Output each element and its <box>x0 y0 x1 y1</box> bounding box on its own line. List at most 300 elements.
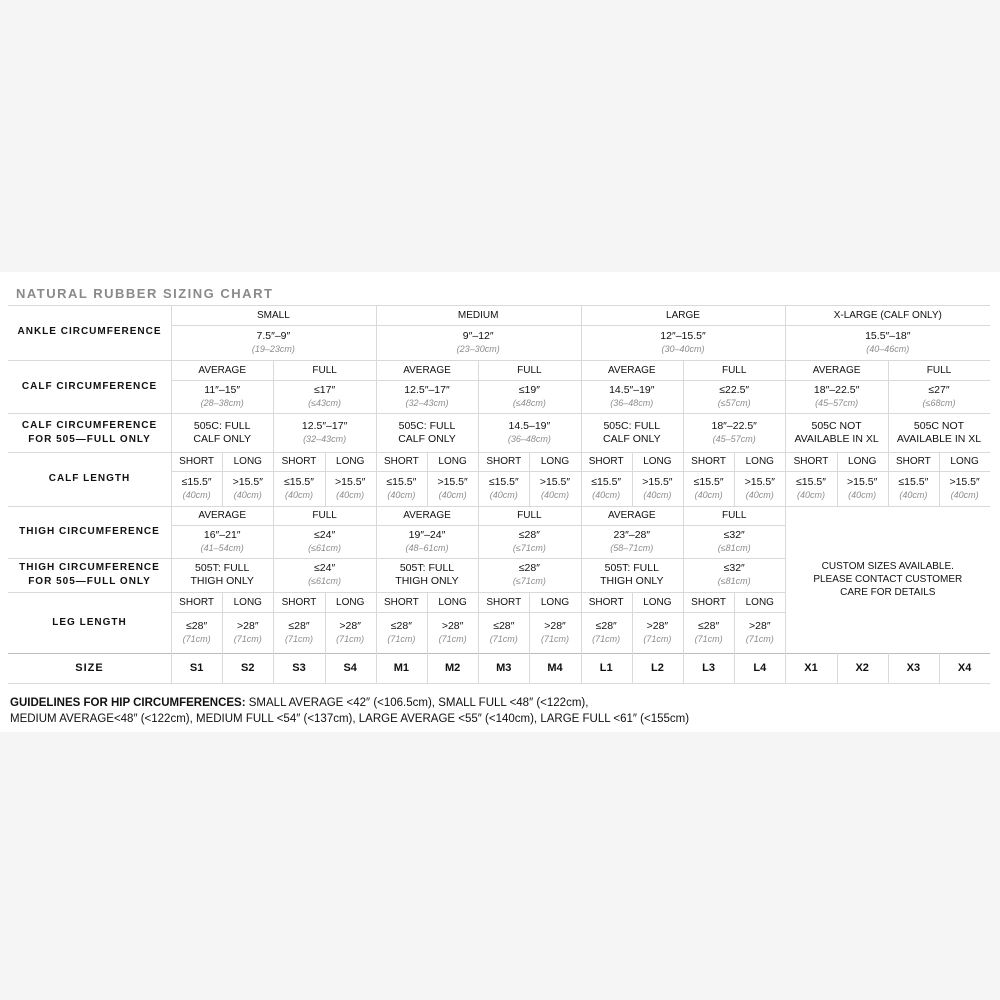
thigh-cell-metric: (58–71cm) <box>610 542 654 553</box>
column-divider <box>273 592 274 653</box>
fit-header <box>478 360 580 380</box>
length-name: SHORT <box>895 456 931 467</box>
column-divider <box>273 360 274 452</box>
size-group-name: X-LARGE (CALF ONLY) <box>833 309 942 321</box>
calf-length-cell-metric: (40cm) <box>643 489 672 500</box>
calf-length-cell-metric: (40cm) <box>950 489 979 500</box>
fit-header <box>683 360 785 380</box>
ankle-cell-value: 9″–12″ <box>462 329 494 342</box>
column-divider <box>683 452 684 506</box>
label-calf-505-line: CALF CIRCUMFERENCE <box>21 419 158 431</box>
column-divider <box>171 305 172 683</box>
calf-cell-metric: (32–43cm) <box>405 397 449 408</box>
calf-505-cell-value: CALF ONLY <box>193 432 251 445</box>
size-code-text: S3 <box>292 661 306 674</box>
calf-cell-metric: (45–57cm) <box>815 397 859 408</box>
length-name: SHORT <box>179 596 214 608</box>
thigh-505-cell-value: THIGH ONLY <box>190 575 254 587</box>
label-ankle-circumference <box>8 305 171 360</box>
label-calf-505-line: FOR 505—FULL ONLY <box>28 433 151 445</box>
leg-length-cell <box>529 612 580 653</box>
calf-cell-value: ≤22.5″ <box>719 383 750 396</box>
calf-length-cell <box>837 471 888 506</box>
length-header <box>734 592 785 612</box>
thigh-505-cell <box>478 558 580 592</box>
column-divider <box>325 653 326 683</box>
calf-505-cell-metric: (32–43cm) <box>303 433 347 444</box>
thigh-cell <box>273 525 375 558</box>
thigh-505-cell-value: ≤28″ <box>518 562 540 574</box>
length-name: LONG <box>643 596 672 608</box>
calf-cell-value: ≤17″ <box>314 383 336 396</box>
leg-length-cell-metric: (71cm) <box>592 633 621 644</box>
length-header <box>581 452 632 471</box>
thigh-505-cell-value: 505T: FULL <box>195 562 250 574</box>
label-leg-length-text: LEG LENGTH <box>52 616 127 628</box>
calf-length-cell-value: >15.5″ <box>949 475 980 488</box>
calf-505-cell-value: AVAILABLE IN XL <box>896 432 982 445</box>
leg-length-cell-value: >28″ <box>237 619 259 632</box>
calf-cell-metric: (≤57cm) <box>717 397 751 408</box>
column-divider <box>478 592 479 653</box>
row-divider <box>8 592 785 593</box>
fit-name: FULL <box>721 510 747 521</box>
row-divider <box>8 360 990 361</box>
size-code <box>273 653 324 683</box>
ankle-cell <box>376 325 581 360</box>
leg-length-cell-metric: (71cm) <box>387 633 416 644</box>
calf-cell-metric: (≤48cm) <box>512 397 546 408</box>
calf-505-cell-value: 505C NOT <box>811 419 862 432</box>
thigh-cell <box>683 525 785 558</box>
calf-cell <box>376 380 478 413</box>
column-divider <box>632 452 633 506</box>
calf-cell <box>683 380 785 413</box>
calf-cell-metric: (≤68cm) <box>922 397 956 408</box>
fit-name: FULL <box>517 510 542 521</box>
thigh-cell <box>581 525 683 558</box>
calf-505-cell-value: 18″–22.5″ <box>711 419 757 432</box>
length-name: LONG <box>336 456 365 467</box>
length-header <box>273 452 324 471</box>
label-size-text: SIZE <box>75 662 104 674</box>
column-divider <box>837 653 838 683</box>
length-header <box>529 592 580 612</box>
calf-length-cell-value: >15.5″ <box>437 475 468 488</box>
thigh-505-cell-value: ≤32″ <box>723 562 745 574</box>
hip-guidelines <box>10 695 990 727</box>
row-divider <box>8 506 990 507</box>
leg-length-cell <box>222 612 273 653</box>
fit-name: FULL <box>926 364 952 376</box>
calf-length-cell-metric: (40cm) <box>284 489 313 500</box>
size-code-text: X3 <box>906 661 921 674</box>
leg-length-cell <box>273 612 324 653</box>
calf-length-cell-metric: (40cm) <box>796 489 825 500</box>
calf-length-cell <box>581 471 632 506</box>
length-name: SHORT <box>281 456 317 467</box>
column-divider <box>683 506 684 592</box>
label-size <box>8 653 171 683</box>
leg-length-cell-value: ≤28″ <box>288 619 310 632</box>
thigh-cell-metric: (≤61cm) <box>308 542 342 553</box>
thigh-505-cell-value: 505T: FULL <box>399 562 455 574</box>
label-thigh-circumference-text: THIGH CIRCUMFERENCE <box>19 526 160 537</box>
calf-length-cell <box>171 471 222 506</box>
thigh-505-cell-value: 505T: FULL <box>604 562 659 574</box>
leg-length-cell-metric: (71cm) <box>643 633 672 644</box>
leg-length-cell <box>427 612 478 653</box>
thigh-505-cell-metric: (≤81cm) <box>717 576 751 586</box>
leg-length-cell-metric: (71cm) <box>489 633 518 644</box>
calf-length-cell-value: ≤15.5″ <box>386 475 417 488</box>
length-name: SHORT <box>383 456 419 467</box>
length-header <box>376 592 427 612</box>
label-calf-length-text: CALF LENGTH <box>48 473 131 484</box>
column-divider <box>785 305 786 683</box>
calf-length-cell <box>683 471 734 506</box>
fit-name: FULL <box>517 364 542 376</box>
calf-505-cell-value: AVAILABLE IN XL <box>794 432 879 445</box>
size-group-name: SMALL <box>257 309 290 321</box>
length-name: SHORT <box>486 596 522 608</box>
label-thigh-505-line: THIGH CIRCUMFERENCE <box>19 562 160 573</box>
size-code <box>325 653 376 683</box>
calf-length-cell-value: >15.5″ <box>232 475 263 488</box>
fit-header <box>785 360 887 380</box>
calf-cell <box>785 380 887 413</box>
thigh-505-cell-metric: (≤71cm) <box>512 576 546 586</box>
calf-length-cell-value: >15.5″ <box>539 475 571 488</box>
thigh-505-cell <box>273 558 375 592</box>
column-divider <box>632 592 633 653</box>
calf-length-cell <box>325 471 376 506</box>
leg-length-cell-value: >28″ <box>646 619 669 632</box>
column-divider <box>478 452 479 506</box>
length-header <box>632 452 683 471</box>
label-calf-circumference <box>8 360 171 413</box>
leg-length-cell <box>632 612 683 653</box>
size-group-header <box>785 305 990 325</box>
fit-header <box>581 506 683 525</box>
length-name: LONG <box>848 456 877 467</box>
calf-length-cell <box>376 471 427 506</box>
calf-length-cell-value: >15.5″ <box>744 475 775 488</box>
size-group-header <box>376 305 581 325</box>
leg-length-cell-value: >28″ <box>749 619 771 632</box>
size-code <box>632 653 683 683</box>
calf-cell-value: 11″–15″ <box>204 383 241 396</box>
calf-cell-value: 12.5″–17″ <box>404 383 450 396</box>
length-name: LONG <box>643 456 672 467</box>
column-divider <box>478 360 479 452</box>
column-divider <box>222 653 223 683</box>
length-name: LONG <box>745 456 774 467</box>
column-divider <box>478 653 479 683</box>
column-divider <box>888 360 889 452</box>
calf-505-cell <box>171 413 273 452</box>
custom-note-line: PLEASE CONTACT CUSTOMER <box>813 574 963 585</box>
length-name: LONG <box>233 596 262 608</box>
calf-length-cell-metric: (40cm) <box>899 489 928 500</box>
size-code <box>581 653 632 683</box>
label-leg-length <box>8 592 171 653</box>
calf-cell-value: 14.5″–19″ <box>609 383 655 396</box>
size-code-text: L2 <box>650 661 664 674</box>
ankle-cell <box>785 325 990 360</box>
length-header <box>325 592 376 612</box>
length-header <box>888 452 939 471</box>
size-code-text: S2 <box>241 661 255 674</box>
column-divider <box>939 452 940 506</box>
column-divider <box>734 452 735 506</box>
length-name: LONG <box>336 596 365 608</box>
length-header <box>683 592 734 612</box>
calf-cell <box>478 380 580 413</box>
size-code-text: M1 <box>393 661 410 674</box>
fit-header <box>171 506 273 525</box>
calf-505-cell-metric: (45–57cm) <box>712 433 756 444</box>
calf-length-cell <box>785 471 836 506</box>
leg-length-cell <box>171 612 222 653</box>
length-name: LONG <box>438 596 467 608</box>
column-divider <box>939 653 940 683</box>
label-thigh-505 <box>8 558 171 592</box>
length-header <box>478 592 529 612</box>
calf-length-cell-metric: (40cm) <box>540 489 569 500</box>
thigh-cell-value: ≤24″ <box>314 528 336 541</box>
label-calf-length <box>8 452 171 506</box>
guidelines-heading: GUIDELINES FOR HIP CIRCUMFERENCES: <box>10 697 246 709</box>
calf-length-cell-value: ≤15.5″ <box>591 475 622 488</box>
leg-length-cell-metric: (71cm) <box>284 633 313 644</box>
length-name: LONG <box>950 456 979 467</box>
leg-length-cell <box>683 612 734 653</box>
fit-name: AVERAGE <box>198 510 246 521</box>
column-divider <box>478 506 479 592</box>
fit-name: AVERAGE <box>198 364 246 376</box>
size-code <box>785 653 836 683</box>
thigh-cell-value: 23″–28″ <box>613 528 651 541</box>
length-header <box>939 452 990 471</box>
length-name: SHORT <box>793 456 829 467</box>
column-divider <box>529 653 530 683</box>
size-code-text: L1 <box>599 661 613 674</box>
thigh-505-cell <box>581 558 683 592</box>
length-header <box>171 592 222 612</box>
column-divider <box>222 592 223 653</box>
column-divider <box>837 452 838 506</box>
calf-505-cell-value: 505C: FULL <box>398 419 456 432</box>
chart-title: NATURAL RUBBER SIZING CHART <box>16 286 274 301</box>
calf-length-cell-value: ≤15.5″ <box>181 475 212 488</box>
size-code-text: L3 <box>702 661 716 674</box>
custom-note-line: CUSTOM SIZES AVAILABLE. <box>821 561 954 572</box>
leg-length-cell-value: >28″ <box>441 619 464 632</box>
size-code <box>171 653 222 683</box>
length-name: LONG <box>233 456 262 467</box>
calf-length-cell <box>273 471 324 506</box>
thigh-505-cell <box>683 558 785 592</box>
column-divider <box>888 452 889 506</box>
fit-name: AVERAGE <box>812 364 861 376</box>
column-divider <box>529 452 530 506</box>
fit-name: AVERAGE <box>403 364 451 376</box>
ankle-cell-value: 7.5″–9″ <box>256 329 291 342</box>
calf-length-cell <box>222 471 273 506</box>
calf-505-cell <box>683 413 785 452</box>
guidelines-line-1: SMALL AVERAGE <42″ (<106.5cm), SMALL FULL <48″ (<122cm), <box>245 697 589 709</box>
leg-length-cell-metric: (71cm) <box>336 633 365 644</box>
calf-length-cell <box>734 471 785 506</box>
size-code-text: M2 <box>444 661 461 674</box>
calf-length-cell-metric: (40cm) <box>233 489 262 500</box>
calf-length-cell-metric: (40cm) <box>592 489 621 500</box>
calf-length-cell-metric: (40cm) <box>387 489 416 500</box>
size-code-text: X2 <box>855 661 869 674</box>
calf-cell-value: ≤27″ <box>928 383 950 396</box>
row-divider <box>8 305 990 306</box>
length-header <box>427 592 478 612</box>
leg-length-cell-value: >28″ <box>339 619 361 632</box>
ankle-cell-metric: (23–30cm) <box>456 343 500 354</box>
calf-505-cell-value: 12.5″–17″ <box>301 419 348 432</box>
thigh-cell-metric: (41–54cm) <box>200 542 244 553</box>
leg-length-cell-value: ≤28″ <box>186 619 208 632</box>
calf-505-cell <box>376 413 478 452</box>
column-divider <box>683 592 684 653</box>
calf-cell-metric: (≤43cm) <box>308 397 342 408</box>
thigh-cell-metric: (≤81cm) <box>717 542 751 553</box>
size-code-text: L4 <box>753 661 767 674</box>
label-thigh-circumference <box>8 506 171 558</box>
calf-505-cell-value: 505C NOT <box>913 419 965 432</box>
label-calf-505 <box>8 413 171 452</box>
calf-length-cell-value: ≤15.5″ <box>898 475 929 488</box>
thigh-505-cell-value: ≤24″ <box>314 562 336 574</box>
calf-cell-value: 18″–22.5″ <box>813 383 860 396</box>
calf-length-cell-value: >15.5″ <box>847 475 878 488</box>
size-code-text: X4 <box>957 661 972 674</box>
leg-length-cell <box>376 612 427 653</box>
calf-505-cell <box>273 413 375 452</box>
calf-cell <box>581 380 683 413</box>
column-divider <box>734 653 735 683</box>
calf-cell <box>171 380 273 413</box>
calf-505-cell <box>478 413 580 452</box>
calf-length-cell <box>632 471 683 506</box>
calf-505-cell <box>888 413 990 452</box>
leg-length-cell <box>325 612 376 653</box>
ankle-cell <box>171 325 376 360</box>
column-divider <box>581 305 582 683</box>
row-divider <box>8 452 990 453</box>
thigh-cell <box>376 525 478 558</box>
calf-length-cell-metric: (40cm) <box>745 489 774 500</box>
leg-length-cell <box>478 612 529 653</box>
length-header <box>837 452 888 471</box>
column-divider <box>888 653 889 683</box>
ankle-cell-value: 15.5″–18″ <box>865 329 911 342</box>
size-group-name: LARGE <box>666 309 700 321</box>
size-code <box>427 653 478 683</box>
calf-length-cell-value: >15.5″ <box>335 475 366 488</box>
calf-length-cell-metric: (40cm) <box>438 489 467 500</box>
fit-header <box>478 506 580 525</box>
leg-length-cell-metric: (71cm) <box>182 633 211 644</box>
calf-505-cell-value: CALF ONLY <box>603 432 661 445</box>
fit-name: FULL <box>312 364 337 376</box>
length-name: LONG <box>540 596 570 608</box>
length-name: SHORT <box>691 456 726 467</box>
calf-length-cell-value: >15.5″ <box>642 475 673 488</box>
calf-length-cell-metric: (40cm) <box>182 489 211 500</box>
length-name: SHORT <box>383 596 419 608</box>
thigh-cell-value: 16″–21″ <box>203 528 241 541</box>
calf-length-cell-value: ≤15.5″ <box>693 475 724 488</box>
fit-name: FULL <box>721 364 747 376</box>
length-header <box>427 452 478 471</box>
calf-505-cell-metric: (36–48cm) <box>507 433 551 444</box>
calf-length-cell-metric: (40cm) <box>336 489 365 500</box>
ankle-cell-metric: (30–40cm) <box>661 343 705 354</box>
size-code <box>837 653 888 683</box>
size-group-name: MEDIUM <box>457 309 499 321</box>
fit-header <box>581 360 683 380</box>
calf-cell-value: ≤19″ <box>518 383 540 396</box>
length-header <box>171 452 222 471</box>
size-code <box>939 653 990 683</box>
row-divider <box>8 653 990 654</box>
column-divider <box>683 653 684 683</box>
length-header <box>683 452 734 471</box>
thigh-cell <box>478 525 580 558</box>
length-name: SHORT <box>281 596 317 608</box>
calf-length-cell <box>529 471 580 506</box>
size-code-text: X1 <box>804 661 818 674</box>
fit-name: AVERAGE <box>607 510 656 521</box>
ankle-cell-value: 12″–15.5″ <box>660 329 706 342</box>
sizing-chart-sheet <box>0 272 1000 732</box>
calf-length-cell-value: ≤15.5″ <box>796 475 826 488</box>
calf-505-cell <box>785 413 887 452</box>
ankle-cell-metric: (19–23cm) <box>251 343 295 354</box>
size-code <box>683 653 734 683</box>
calf-length-cell <box>939 471 990 506</box>
custom-note-line: CARE FOR DETAILS <box>840 587 936 598</box>
ankle-cell <box>581 325 786 360</box>
length-name: LONG <box>745 596 774 608</box>
column-divider <box>273 653 274 683</box>
fit-name: AVERAGE <box>607 364 656 376</box>
length-name: SHORT <box>588 596 624 608</box>
leg-length-cell-value: ≤28″ <box>595 619 617 632</box>
calf-505-cell-value: 505C: FULL <box>193 419 251 432</box>
fit-header <box>171 360 273 380</box>
column-divider <box>376 305 377 683</box>
sizing-table <box>8 305 990 685</box>
thigh-505-cell-value: THIGH ONLY <box>600 575 664 587</box>
leg-length-cell-value: ≤28″ <box>698 619 720 632</box>
column-divider <box>325 452 326 506</box>
calf-length-cell <box>888 471 939 506</box>
column-divider <box>683 360 684 452</box>
thigh-cell <box>171 525 273 558</box>
size-code <box>734 653 785 683</box>
fit-header <box>376 360 478 380</box>
fit-header <box>376 506 478 525</box>
calf-length-cell-value: ≤15.5″ <box>488 475 519 488</box>
